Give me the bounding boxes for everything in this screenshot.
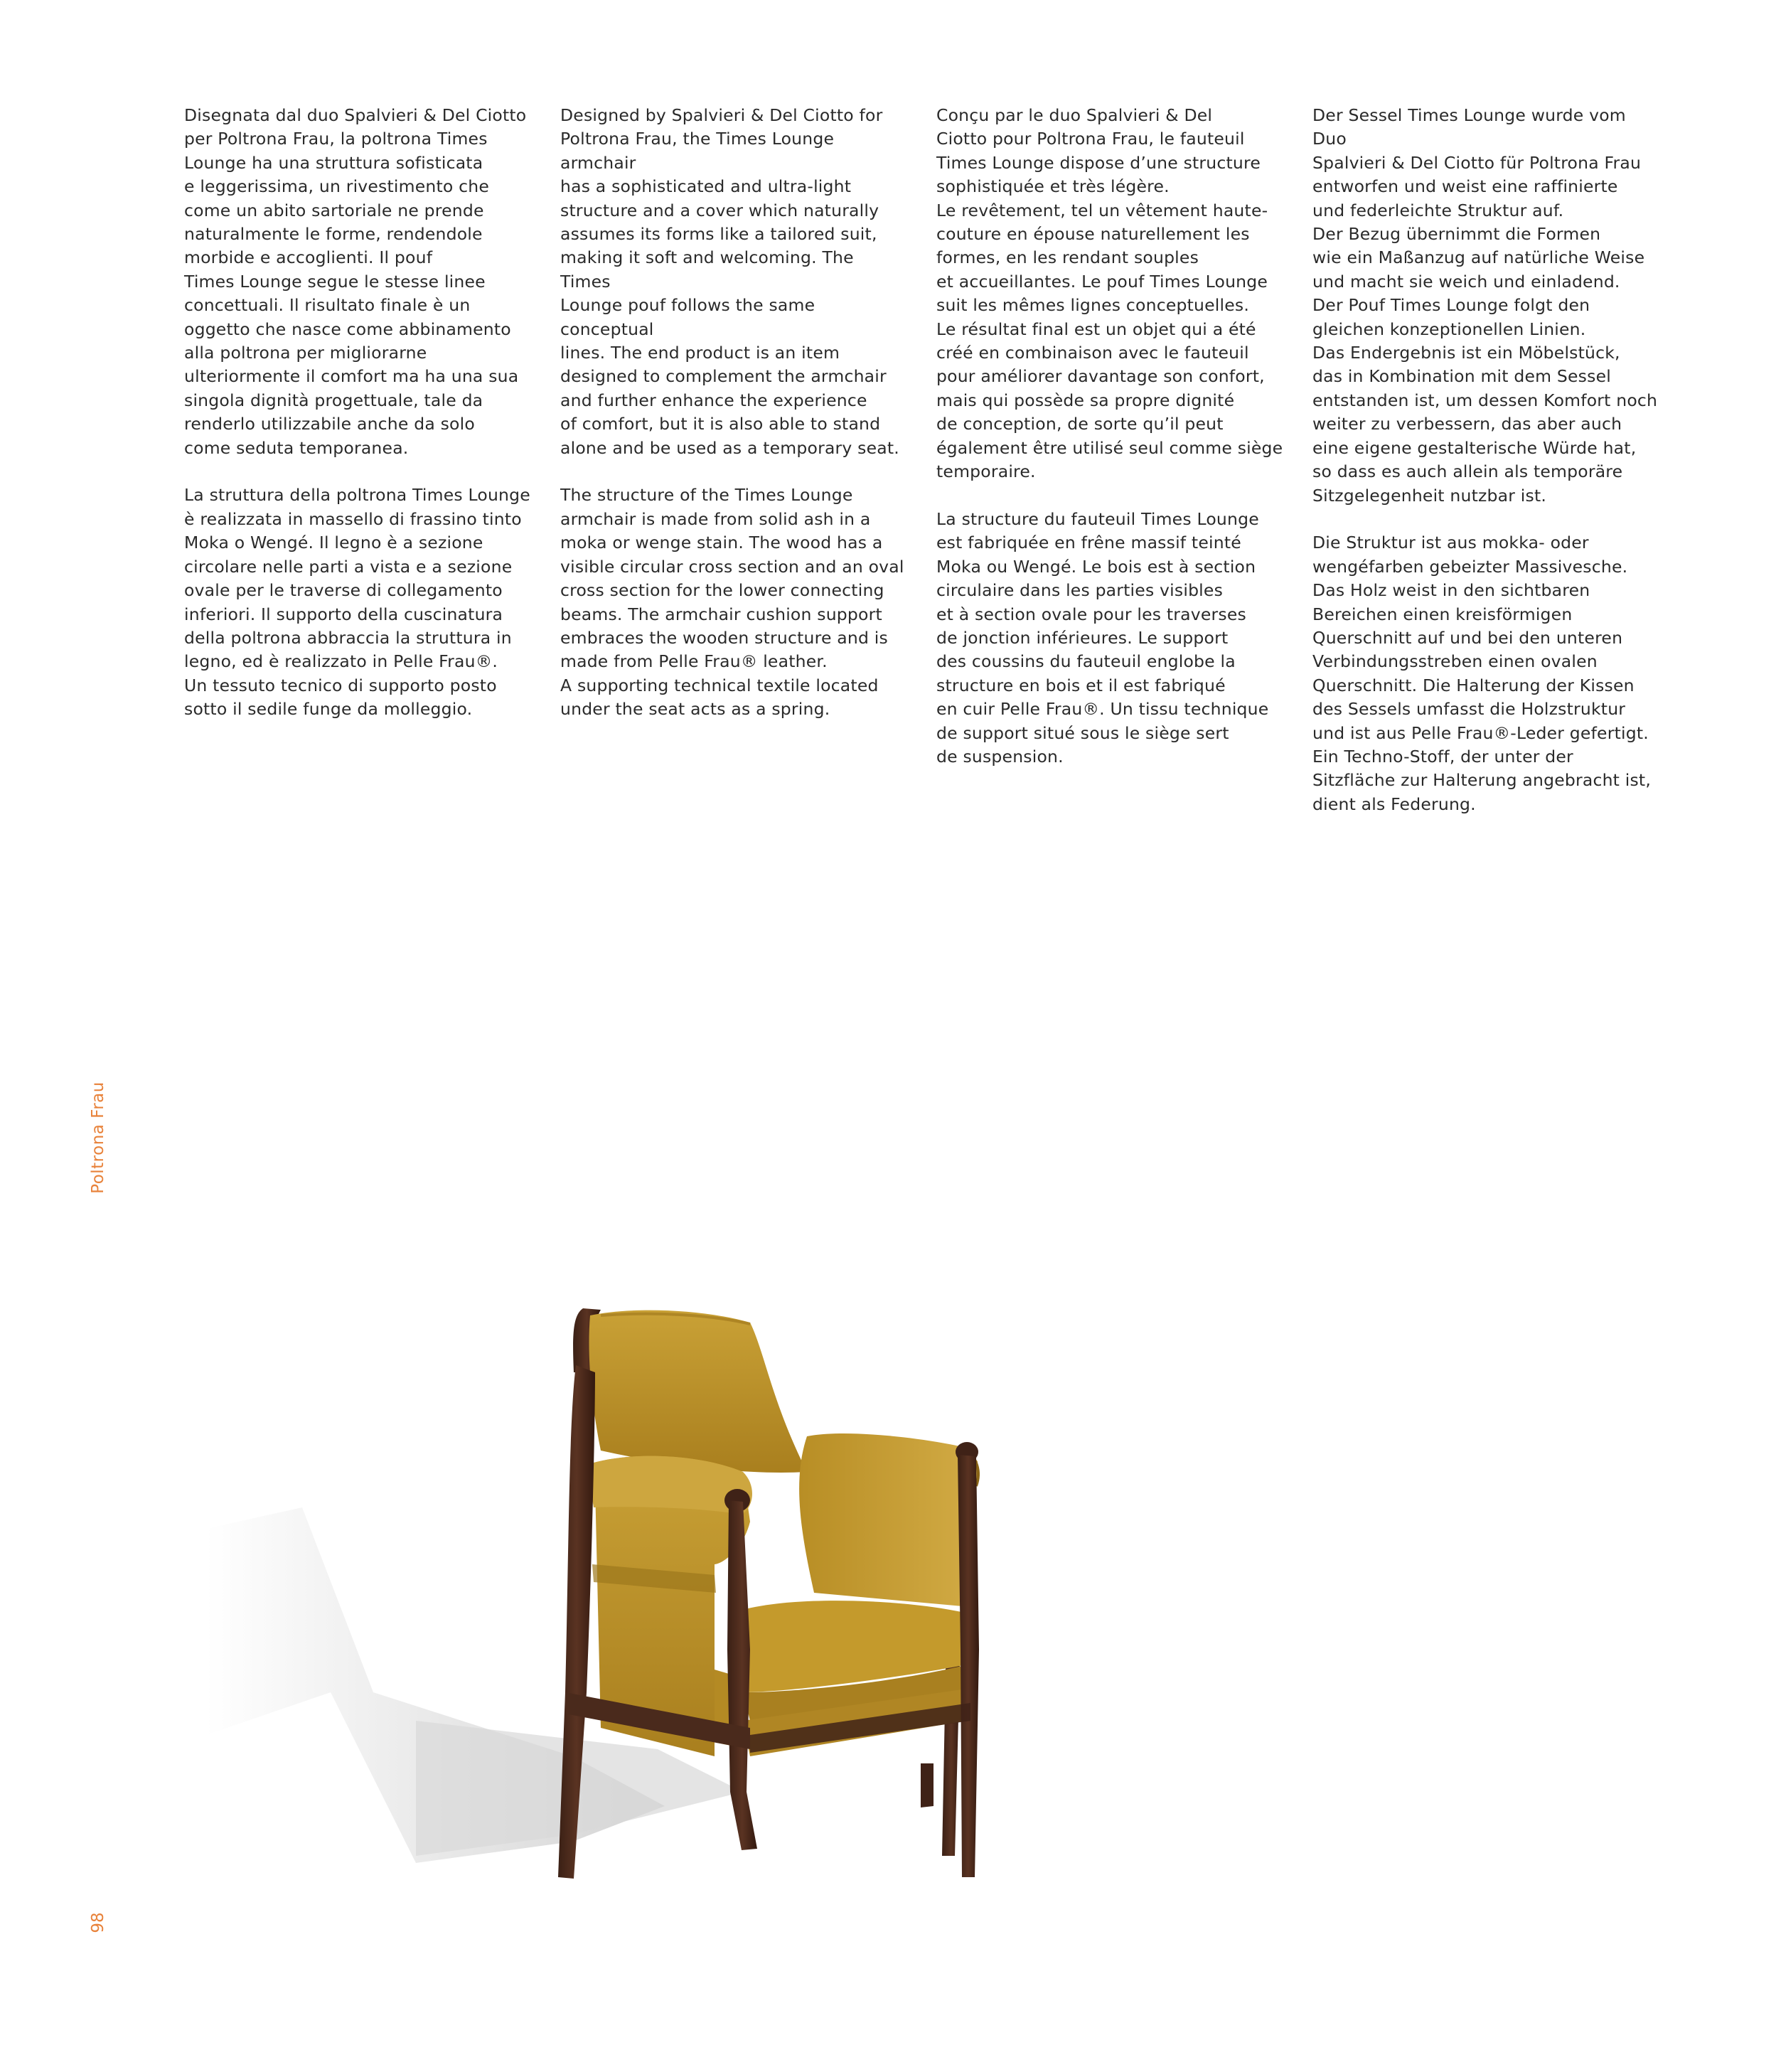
text-column-french: [936, 104, 1285, 793]
front-right-leg: [958, 1455, 979, 1877]
paragraph-fr-1: Conçu par le duo Spalvieri & Del Ciotto pour Poltrona Frau, le fauteuil Times Lounge dispose d’une structure sophistiquée et très légère. Le revêtement, tel un vêtement haute- couture en épouse naturellement les formes, en les rendant souples et accueillantes. Le pouf Times Lounge suit les mêmes lignes conceptuelles. Le résultat final est un objet qui a été créé en combinaison avec le fauteuil pour améliorer davantage son confort, mais qui possède sa propre dignité de conception, de sorte qu’il peut également être utilisé seul comme siège temporaire.: [936, 105, 1283, 482]
brand-side-label: Poltrona Frau: [89, 1082, 107, 1194]
paragraph-it-1: Disegnata dal duo Spalvieri & Del Ciotto per Poltrona Frau, la poltrona Times Lounge ha una struttura sofisticata e leggerissima, un rivestimento che come un abito sartoriale ne prende naturalmente le forme, rendendole morbide e accoglienti. Il pouf Times Lounge segue le stesse linee concettuali. Il risultato finale è un oggetto che nasce come abbinamento alla poltrona per migliorarne ulteriormente il comfort ma ha una sua singola dignità progettuale, tale da renderlo utilizzabile anche da solo come seduta temporanea.: [184, 105, 527, 458]
text-column-english: [560, 104, 909, 745]
text-column-italian: [184, 104, 533, 745]
armchair-photo: [203, 1294, 1340, 1934]
paragraph-en-2: The structure of the Times Lounge armchair is made from solid ash in a moka or wenge stain. The wood has a visible circular cross section and an oval cross section for the lower connecting beams. The armchair cushion support embraces the wooden structure and is made from Pelle Frau® leather. A supporting technical textile located under the seat acts as a spring.: [560, 485, 904, 720]
center-back-leg: [921, 1763, 934, 1807]
paragraph-de-1: Der Sessel Times Lounge wurde vom Duo Spalvieri & Del Ciotto für Poltrona Frau entworfen und weist eine raffinierte und federleichte Struktur auf. Der Bezug übernimmt die Formen wie ein Maßanzug auf natürliche Weise und macht sie weich und einladend. Der Pouf Times Lounge folgt den gleichen konzeptionellen Linien. Das Endergebnis ist ein Möbelstück, das in Kombination mit dem Sessel entstanden ist, um dessen Komfort noch weiter zu verbessern, das aber auch eine eigene gestalterische Würde hat, so dass es auch allein als temporäre Sitzgelegenheit nutzbar ist.: [1312, 105, 1658, 506]
right-armrest: [799, 1433, 978, 1607]
paragraph-fr-2: La structure du fauteuil Times Lounge est fabriquée en frêne massif teinté Moka ou Wengé. Le bois est à section circulaire dans les parties visibles et à section ovale pour les traverses de jonction inférieures. Le support des coussins du fauteuil englobe la structure en bois et il est fabriqué en cuir Pelle Frau®. Un tissu technique de support situé sous le siège sert de suspension.: [936, 508, 1269, 767]
backrest-cushion: [589, 1310, 807, 1473]
page-number: 98: [89, 1912, 107, 1933]
paragraph-en-1: Designed by Spalvieri & Del Ciotto for Poltrona Frau, the Times Lounge armchair has a sophisticated and ultra-light structure and a cover which naturally assumes its forms like a tailored suit, making it soft and welcoming. The Times Lounge pouf follows the same conceptual lines. The end product is an item designed to complement the armchair and further enhance the experience of comfort, but it is also able to stand alone and be used as a temporary seat.: [560, 105, 899, 458]
paragraph-it-2: La struttura della poltrona Times Lounge è realizzata in massello di frassino tinto Moka o Wengé. Il legno è a sezione circolare nelle parti a vista e a sezione ovale per le traverse di collegamento inferiori. Il supporto della cuscinatura della poltrona abbraccia la struttura in legno, ed è realizzato in Pelle Frau®. Un tessuto tecnico di supporto posto sotto il sedile funge da molleggio.: [184, 485, 530, 720]
paragraph-de-2: Die Struktur ist aus mokka- oder wengéfarben gebeizter Massivesche. Das Holz weist in den sichtbaren Bereichen einen kreisförmigen Querschnitt auf und bei den unteren Verbindungsstreben einen ovalen Querschnitt. Die Halterung der Kissen des Sessels umfasst die Holzstruktur und ist aus Pelle Frau®-Leder gefertigt. Ein Techno-Stoff, der unter der Sitzfläche zur Halterung angebracht ist, dient als Federung.: [1312, 533, 1652, 814]
text-column-german: [1312, 104, 1661, 840]
